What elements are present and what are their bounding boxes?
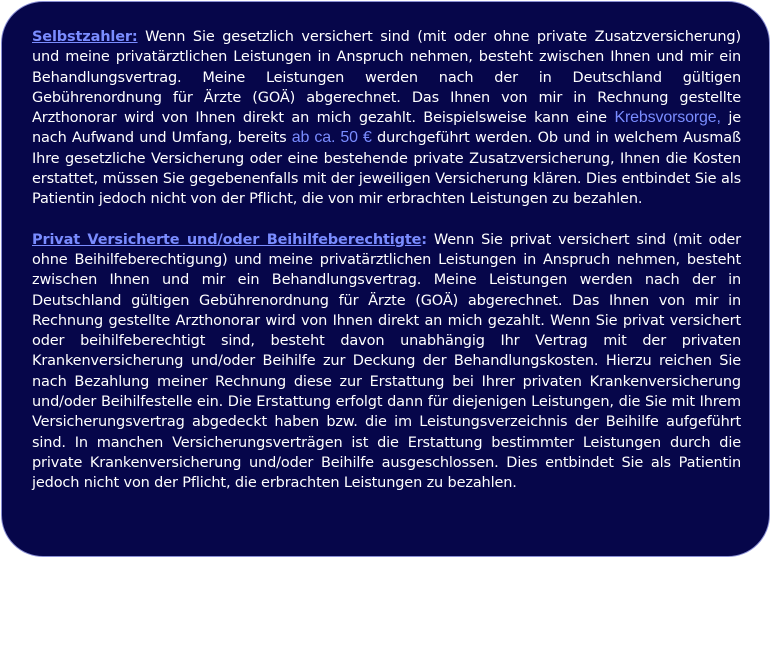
self-pay-heading[interactable]: Selbstzahler: [32, 29, 138, 45]
self-pay-text-1: Wenn Sie gesetzlich versichert sind (mit oder ohne private Zusatzversicherung) und meine privatärztlichen Leistungen in Anspruch nehmen, besteht zwischen Ihnen und mir ein Behandlungsvertrag. Meine Leistungen werden nach der in Deutschland gültigen Gebührenordnung für Ärzte (GOÄ) abgerechnet. Das Ihnen von mir in Rechnung gestellte Arzthonorar wird von Ihnen direkt an mich gezahlt. Beispielsweise kann eine [32, 29, 741, 127]
info-panel [1, 1, 770, 557]
self-pay-text-2: je nach Aufwand und Umfang, bereits [32, 110, 741, 147]
self-pay-paragraph [32, 27, 741, 210]
self-pay-text-3: durchgeführt werden. Ob und in welchem Ausmaß Ihre gesetzliche Versicherung oder eine bestehende private Zusatzversicherung, Ihnen die Kosten erstattet, müssen Sie gegebenenfalls mit der jeweiligen Versicherung klären. Dies entbindet Sie als Patientin jedoch nicht von der Pflicht, die von mir erbrachten Leistungen zu bezahlen. [32, 130, 741, 208]
cancer-screening-link[interactable]: Krebsvorsorge, [614, 109, 721, 127]
private-insured-text: Wenn Sie privat versichert sind (mit oder ohne Beihilfeberechtigung) und meine privatärztlichen Leistungen in Anspruch nehmen, besteht zwischen Ihnen und mir ein Behandlungsvertrag. Meine Leistungen werden nach der in Deutschland gültigen Gebührenordnung für Ärzte (GOÄ) abgerechnet. Das Ihnen von mir in Rechnung gestellte Arzthonorar wird von Ihnen direkt an mich gezahlt. Wenn Sie privat versichert oder beihilfeberechtigt sind, besteht davon unabhängig Ihr Vertrag mit der privaten Krankenversicherung und/oder Beihilfe zur Deckung der Behandlungskosten. Hierzu reichen Sie nach Bezahlung meiner Rechnung diese zur Erstattung bei Ihrer privaten Krankenversicherung und/oder Beihilfestelle ein. Die Erstattung erfolgt dann für diejenigen Leistungen, die Sie mit Ihrem Versicherungsvertrag abgedeckt haben bzw. die im Leistungsverzeichnis der Beihilfe aufgeführt sind. In manchen Versicherungsverträgen ist die Erstattung bestimmter Leistungen durch die private Krankenversicherung und/oder Beihilfe ausgeschlossen. Dies entbindet Sie als Patientin jedoch nicht von der Pflicht, die erbrachten Leistungen zu bezahlen. [32, 231, 741, 492]
price-highlight: ab ca. 50 € [291, 129, 372, 147]
private-insured-heading[interactable]: Privat Versicherte und/oder Beihilfeberechtigte [32, 231, 422, 248]
private-insured-heading-colon: : [421, 231, 427, 248]
private-insured-paragraph [32, 230, 741, 494]
